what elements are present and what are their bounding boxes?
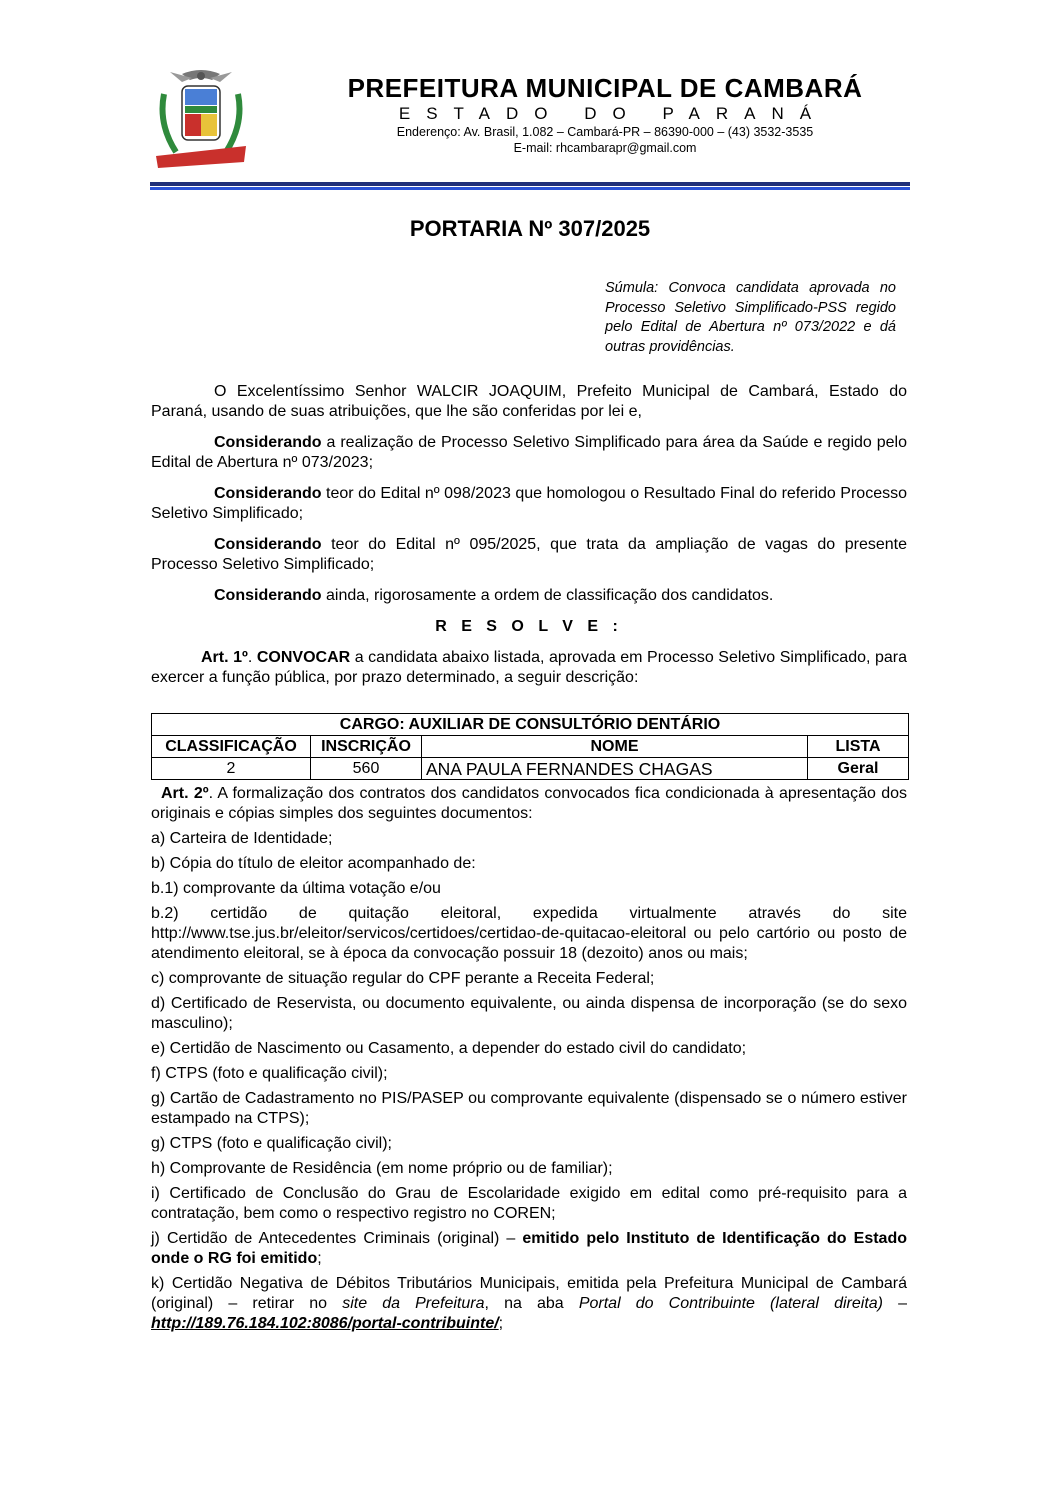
considerando-paragraph [151,484,907,524]
list-item: i) Certificado de Conclusão do Grau de Escolaridade exigido em edital como pré-requisito para a contratação, bem como o respectivo registro no COREN; [151,1185,907,1222]
letterhead-address: Enderenço: Av. Brasil, 1.082 – Cambará-PR – 86390-000 – (43) 3532-3535 [396,125,814,139]
table-header-row [152,736,909,758]
item-j-text: j) Certidão de Antecedentes Criminais (original) – [151,1230,523,1247]
item-k-text: k) Certidão Negativa de Débitos Tributários Municipais, emitida pela Prefeitura Municipal de Cambará (original) – retirar no [151,1275,907,1312]
list-item: b.1) comprovante da última votação e/ou [151,880,441,897]
list-item: d) Certificado de Reservista, ou documento equivalente, ou ainda dispensa de incorporação (se do sexo masculino); [151,995,907,1032]
considerando-lead: Considerando [214,485,322,502]
portal-contribuinte-link[interactable]: http://189.76.184.102:8086/portal-contribuinte/ [151,1315,499,1332]
convocation-table [151,713,909,780]
letterhead-state: ESTADO DO PARANÁ [398,104,828,123]
documents-list [151,829,907,1334]
item-k-italic-site: site da Prefeitura [342,1295,485,1312]
list-item: h) Comprovante de Residência (em nome próprio ou de familiar); [151,1160,613,1177]
header-rule-light [150,187,910,190]
sumula-text: Súmula: Convoca candidata aprovada no Processo Seletivo Simplificado-PSS regido pelo Edital de Abertura nº 073/2022 e dá outras providências. [605,280,896,355]
list-item-j [151,1229,907,1269]
municipal-crest-logo [152,64,250,172]
header-nome: NOME [422,736,808,758]
cell-nome: ANA PAULA FERNANDES CHAGAS [422,758,808,780]
considerando-lead: Considerando [214,536,322,553]
list-item: a) Carteira de Identidade; [151,830,333,847]
list-item: e) Certidão de Nascimento ou Casamento, a depender do estado civil do candidato; [151,1040,747,1057]
considerando-paragraph [151,535,907,575]
item-j-bold: emitido pelo Instituto de Identificação do Estado onde o RG foi emitido [151,1230,907,1267]
table-row [152,758,909,780]
intro-paragraph: O Excelentíssimo Senhor WALCIR JOAQUIM, Prefeito Municipal de Cambará, Estado do Paraná, usando de suas atribuições, que lhe são conferidas por lei e, [151,383,907,420]
table-caption: CARGO: AUXILIAR DE CONSULTÓRIO DENTÁRIO [152,714,909,736]
letterhead [300,72,910,156]
list-item-k [151,1274,907,1334]
article-1-text: a candidata abaixo listada, aprovada em Processo Seletivo Simplificado, para exercer a função pública, por prazo determinado, a seguir descrição: [151,649,908,686]
cell-lista: Geral [808,758,909,780]
item-j-end: ; [317,1250,322,1267]
list-item: g) CTPS (foto e qualificação civil); [151,1135,392,1152]
considerando-lead: Considerando [214,434,322,451]
document-title: PORTARIA Nº 307/2025 [409,216,651,241]
considerando-text: ainda, rigorosamente a ordem de classificação dos candidatos. [321,587,774,604]
item-k-dash: – [883,1295,908,1312]
header-inscricao: INSCRIÇÃO [311,736,422,758]
considerando-text: a realização de Processo Seletivo Simplificado para área da Saúde e regido pelo Edital de Abertura nº 073/2023; [151,434,907,471]
header-rule-dark [150,182,910,186]
list-item: b) Cópia do título de eleitor acompanhado de: [151,855,476,872]
article-1-sep: . [247,649,257,666]
cell-classificacao: 2 [152,758,311,780]
article-2 [151,784,907,824]
article-1-label: Art. 1º [201,649,248,666]
list-item: f) CTPS (foto e qualificação civil); [151,1065,388,1082]
article-1 [151,648,907,688]
header-lista: LISTA [808,736,909,758]
article-2-text: . A formalização dos contratos dos candidatos convocados fica condicionada à apresentação dos originais e cópias simples dos seguintes documentos: [151,785,907,822]
considerando-text: teor do Edital nº 098/2023 que homologou o Resultado Final do referido Processo Seletivo Simplificado; [151,485,907,522]
resolve-heading: R E S O L V E : [435,618,623,635]
letterhead-title: PREFEITURA MUNICIPAL DE CAMBARÁ [347,73,863,103]
considerando-lead: Considerando [214,587,322,604]
considerando-paragraph [151,586,907,606]
considerando-text: teor do Edital nº 095/2025, que trata da ampliação de vagas do presente Processo Seletivo Simplificado; [151,536,907,573]
article-1-verb: CONVOCAR [256,649,351,666]
letterhead-email: E-mail: rhcambarapr@gmail.com [513,141,697,155]
list-item: c) comprovante de situação regular do CPF perante a Receita Federal; [151,970,655,987]
cell-inscricao: 560 [311,758,422,780]
item-k-mid: , na aba [484,1295,579,1312]
article-2-label: Art. 2º [161,785,209,802]
item-k-italic-portal: Portal do Contribuinte (lateral direita) [578,1295,883,1312]
header-classificacao: CLASSIFICAÇÃO [152,736,311,758]
list-item: g) Cartão de Cadastramento no PIS/PASEP ou comprovante equivalente (dispensado se o número estiver estampado na CTPS); [151,1090,907,1127]
item-k-end: ; [498,1315,504,1332]
list-item: b.2) certidão de quitação eleitoral, expedida virtualmente através do site http://www.tse.jus.br/eleitor/servicos/certidoes/certidao-de-quitacao-eleitoral ou pelo cartório ou posto de atendimento eleitoral, se à época da convocação possuir 18 (dezoito) anos ou mais; [151,905,907,962]
considerando-paragraph [151,433,907,473]
document-body [151,382,907,1339]
